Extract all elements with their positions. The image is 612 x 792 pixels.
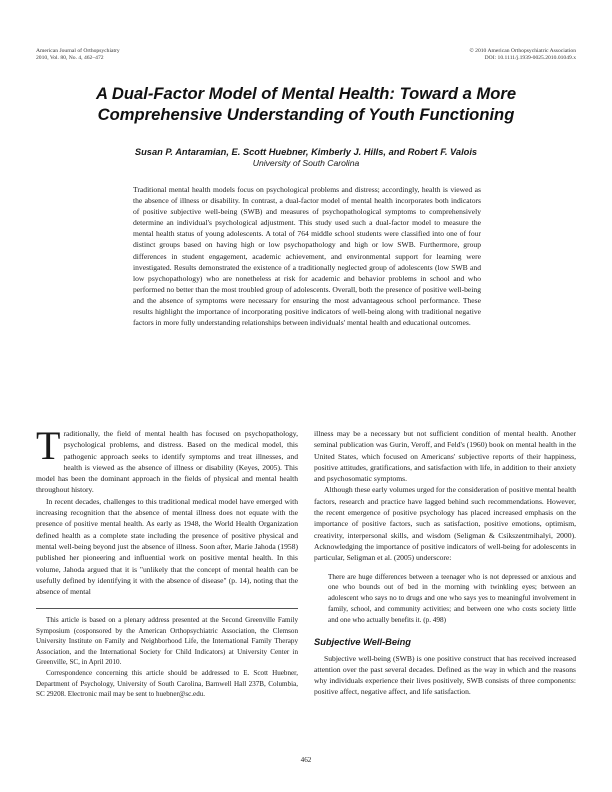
paragraph: Subjective well-being (SWB) is one positive construct that has received increased attention over the past several decades. Defined as the way in which and the reasons why individuals experience their lives positively, SWB consists of three components: positive affect, negative affect, and life satisfaction. — [314, 653, 576, 697]
drop-cap: T — [36, 423, 61, 468]
section-heading: Subjective Well-Being — [314, 636, 411, 647]
paragraph: Although these early volumes urged for the consideration of positive mental health factors, research and practice have lagged behind such recommendations. However, the recent emergence of positive psychology has placed increased emphasis on the importance of positive factors, such as satisfaction, positive emotions, optimism, creativity, interpersonal skills, and wisdom (Seligman & Csikszentmihalyi, 2000). Acknowledging the importance of positive indicators of well-being for adolescents in particular, Seligman et al. (2005) underscore: — [314, 485, 576, 563]
paragraph — [36, 423, 298, 496]
journal-volume: 2010, Vol. 80, No. 4, 462–472 — [36, 55, 104, 61]
abstract: Traditional mental health models focus on psychological problems and distress; accordingly, health is viewed as the absence of illness or disability. In contrast, a dual-factor model of mental health incorporates both indicators of positive subjective well-being (SWB) and measures of psychopathological symptoms to comprehensively determine an individual's psychological adjustment. This study used such a dual-factor model to measure the mental health status of young adolescents. A total of 764 middle school students were classified into one of four distinct groups based on having high or low psychopathology and high or low SWB. Furthermore, group differences in student engagement, academic achievement, and environmental support for learning were investigated. Results demonstrated the existence of a traditionally neglected group of adolescents (low SWB and low psychopathology) who are nonetheless at risk for academic and behavior problems in school and who performed no better than the most troubled group of adolescents. Overall, both the presence of positive well-being and the absence of symptoms were necessary for ensuring the most advantageous school performance. These results highlight the importance of incorporating positive indicators of well-being along with traditional negative factors in more fully understanding relationships between individuals' mental health and educational outcomes. — [133, 185, 481, 328]
block-quote: There are huge differences between a teenager who is not depressed or anxious and one who bounds out of bed in the morning with twinkling eyes; between an adolescent who says no to drugs and one who says yes to meaningful involvement in family, school, and community activities; and between one who costs society little and one who actually benefits it. (p. 498) — [328, 572, 576, 624]
journal-name: American Journal of Orthopsychiatry — [36, 48, 120, 54]
title-line-2: Comprehensive Understanding of Youth Functioning — [97, 105, 515, 124]
body-column-right — [314, 428, 576, 698]
paragraph: illness may be a necessary but not sufficient condition of mental health. Another seminal publication was Gurin, Veroff, and Feld's (1960) book on mental health in the United States, which focused on Americans' subjective reports of their happiness, positive attitudes, gratifications, and satisfaction with life, in addition to their anxiety and psychosomatic symptoms. — [314, 429, 576, 484]
article-title — [40, 83, 572, 125]
footnotes — [36, 615, 298, 700]
doi: DOI: 10.1111/j.1939-0025.2010.01049.x — [484, 55, 576, 61]
author-list: Susan P. Antaramian, E. Scott Huebner, Kimberly J. Hills, and Robert F. Valois — [134, 147, 478, 157]
title-line-1: A Dual-Factor Model of Mental Health: Toward a More — [95, 84, 517, 103]
page-number: 462 — [300, 756, 312, 764]
paragraph: In recent decades, challenges to this traditional medical model have emerged with increasing recognition that the absence of mental illness does not equate with the presence of positive mental health. As early as 1948, the World Health Organization defined health as a complete state including the presence of positive physical and mental well-being beyond just the absence of illness. Soon after, Marie Jahoda (1958) published her pioneering and influential work on positive mental health. In this volume, Jahoda argued that it is "unlikely that the concept of mental health can be usefully defined by identifying it with the absence of disease" (p. 14), noting that the absence of mental — [36, 496, 298, 597]
running-header-right — [470, 48, 576, 62]
footnote: This article is based on a plenary address presented at the Second Greenville Family Symposium (cosponsored by the American Orthopsychiatric Association, the Clemson University Institute on Family and Neighborhood Life, the International Family Therapy Association, and the International Society for Child Indicators) at University Center in Greenville, SC, in April 2010. — [36, 616, 298, 667]
footnote: Correspondence concerning this article should be addressed to E. Scott Huebner, Department of Psychology, University of South Carolina, Barnwell Hall 237B, Columbia, SC 29208. Electronic mail may be sent to huebner@sc.edu. — [36, 668, 298, 699]
copyright-notice: © 2010 American Orthopsychiatric Association — [469, 48, 576, 54]
running-header-left — [36, 48, 120, 62]
body-column-left — [36, 423, 298, 597]
paragraph-text: raditionally, the field of mental health has focused on psychopathology, psychological problems, and distress. Based on the medical model, this pathogenic approach seeks to identify symptoms and treat illnesses, and health is viewed as the absence of illness or disability (Keyes, 2005). This model has been the dominant approach in the fields of physical and mental health throughout history. — [36, 429, 298, 495]
footnote-divider — [36, 608, 298, 609]
affiliation: University of South Carolina — [252, 158, 360, 168]
